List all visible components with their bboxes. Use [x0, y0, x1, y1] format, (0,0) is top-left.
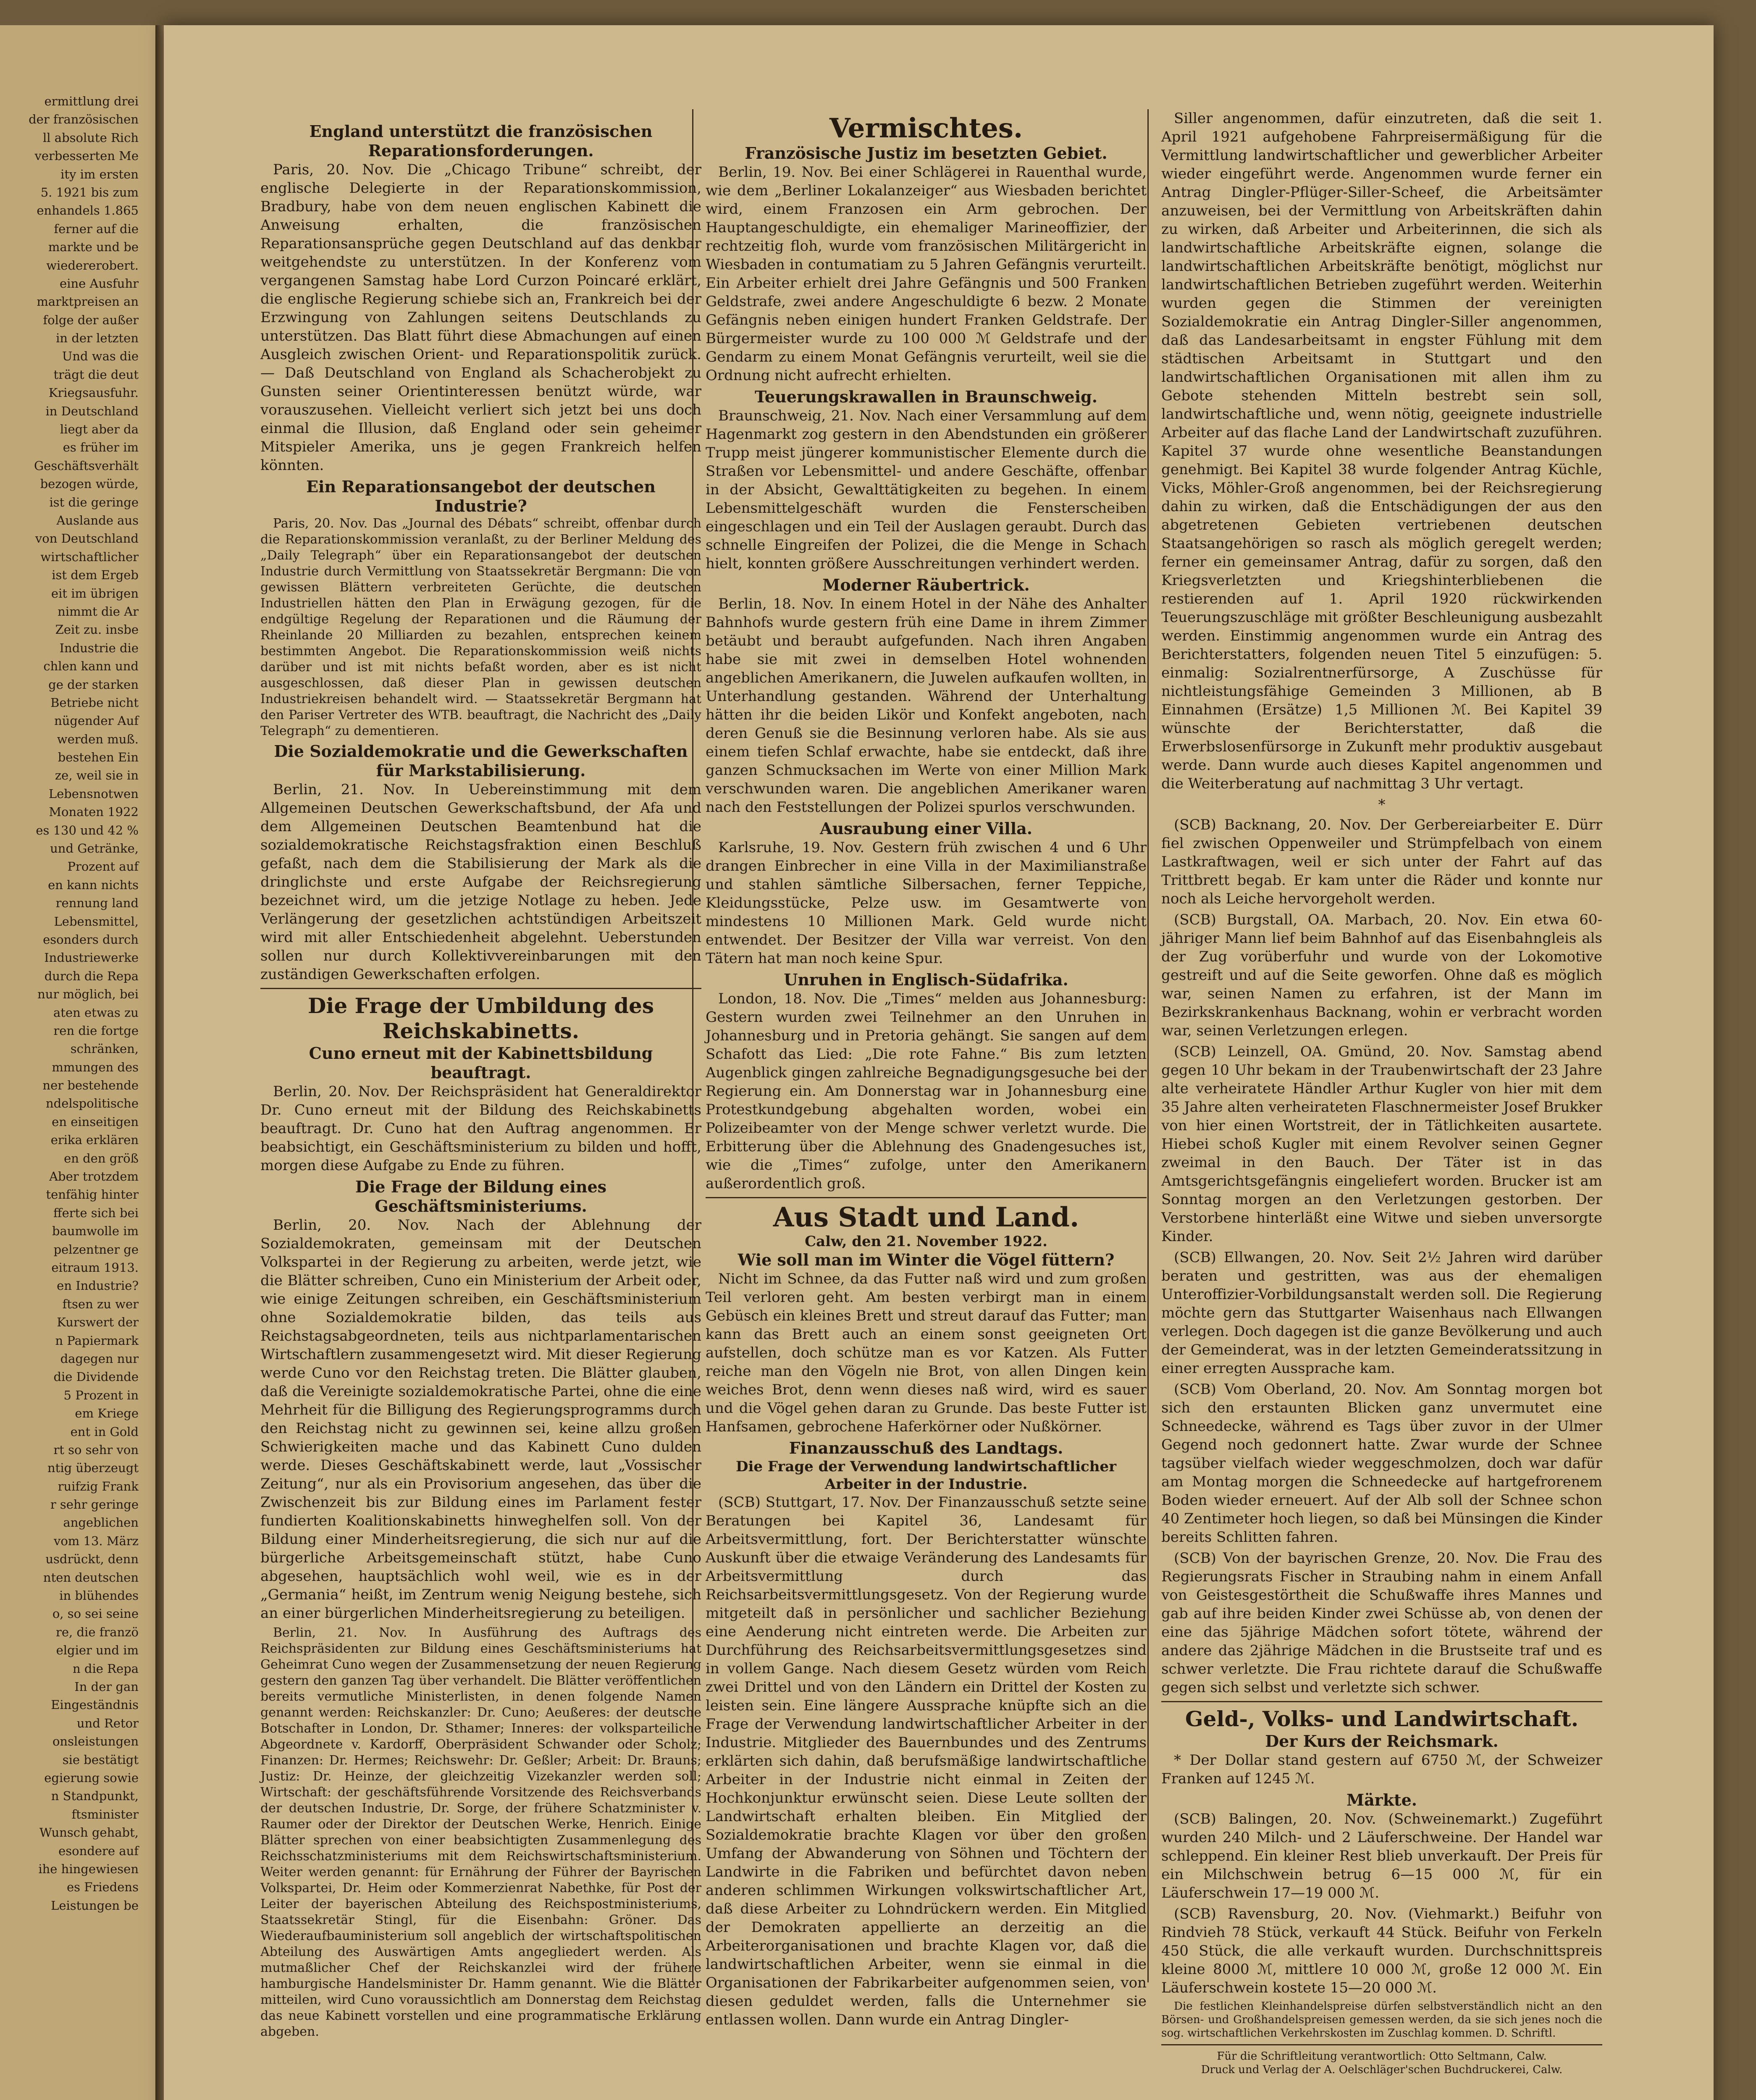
left-page-line: o, so sei seine [52, 1606, 139, 1621]
left-page-line: Eingeständnis [51, 1698, 139, 1712]
left-page-line: bezogen würde, [40, 477, 139, 491]
headline-england: England unterstützt die französischen Reparationsforderungen. [309, 122, 653, 160]
article-angebot: Paris, 20. Nov. Das „Journal des Débats“ schreibt, offenbar durch die Reparationskommission veranlaßt, zu der Berliner Meldung des „Daily Telegraph“ über ein Reparationsangebot der deutschen Industrie durch Vermittlung von Staatssekretär Bergmann: Die von gewissen Blättern verbreiteten Gerüchte, die deutschen Industriellen hätten den Plan in Erwägung gezogen, für die endgültige Regelung der Reparationen und die Räumung der Rheinlande 20 Milliarden zu bezahlen, entsprechen keinem bestimmten Angebot. Die Reparationskommission weiß nichts darüber und ist mit nichts befaßt worden, aber es ist nicht ausgeschlossen, daß dieser Plan in gewissen deutschen Industriekreisen behandelt wird. — Staatssekretär Bergmann hat den Pariser Vertreter des WTB. beauftragt, die Nachricht des „Daily Telegraph“ zu dementieren. [260, 516, 701, 738]
article-balingen: (SCB) Balingen, 20. Nov. (Schweinemarkt.) Zugeführt wurden 240 Milch- und 2 Läuferschweine. Der Handel war schleppend. Ein kleiner Rest blieb unverkauft. Der Preis für ein Milchschwein betrug 6—15 000 ℳ, für ein Läuferschwein 17—19 000 ℳ. [1161, 1811, 1602, 1901]
separator-star: * [1378, 796, 1386, 813]
left-page-line: eine Ausfuhr [60, 276, 139, 291]
left-page-line: mmungen des [52, 1060, 139, 1074]
left-page-line: ftsen zu wer [62, 1297, 139, 1311]
left-page-line: ge der starken [48, 677, 139, 692]
left-page-line: die Dividende [53, 1370, 139, 1384]
headline-kurs: Der Kurs der Reichsmark. [1265, 1732, 1499, 1751]
left-page-line: in Deutschland [45, 404, 139, 418]
left-page-line: vom 13. März [53, 1533, 139, 1548]
left-page-line: Lebensmittel, [54, 914, 139, 929]
column-2 [706, 113, 1147, 2028]
divider [1161, 1701, 1602, 1702]
left-page-line: 5 Prozent in [63, 1388, 139, 1402]
left-page-line: ren die fortge [53, 1023, 139, 1038]
left-page-line: und Getränke, [50, 841, 139, 856]
left-page-line: es früher im [63, 440, 139, 455]
left-page-line: marktpreisen an [37, 294, 139, 309]
left-page-line: In der gan [74, 1679, 139, 1694]
left-page-line: fferte sich bei [53, 1205, 139, 1220]
article-voegel: Nicht im Schnee, da das Futter naß wird und zum großen Teil verloren geht. Am besten verbirgt man in einem Gebüsch ein kleines Brett und streut darauf das Futter; man kann das Brett auch an einem sonst geeigneten Ort aufstellen, doch schütze man es vor Katzen. Als Futter reiche man den Vögeln nie Brot, von allen Dingen kein weiches Brot, denn wenn dieses naß wird, wird es sauer und die Vögel gehen daran zu Grunde. Das beste Futter ist Hanfsamen, gebrochene Haferkörner oder Nußkörner. [706, 1270, 1147, 1435]
section-stadt-land: Aus Stadt und Land. [773, 1202, 1079, 1233]
section-vermischtes: Vermischtes. [829, 113, 1023, 144]
article-bayr: (SCB) Von der bayrischen Grenze, 20. Nov. Die Frau des Regierungsrats Fischer in Straubing nahm in einem Anfall von Geistesgestörtheit die Schußwaffe ihres Mannes und gab auf ihre beiden Kinder zwei Schüsse ab, von denen der eine das 5jährige Mädchen sofort tötete, während der andere das 2jährige Mädchen in die Brustseite traf und es schwer verletzte. Die Frau richtete darauf die Schußwaffe gegen sich selbst und verletzte sich schwer. [1161, 1550, 1602, 1696]
left-page-line: ihe hingewiesen [38, 1861, 139, 1876]
left-page-line: Wunsch gehabt, [39, 1825, 139, 1840]
left-page-line: Prozent auf [67, 859, 139, 874]
page-fold [155, 25, 164, 2100]
article-burgstall: (SCB) Burgstall, OA. Marbach, 20. Nov. Ein etwa 60-jähriger Mann lief beim Bahnhof auf das Eisenbahngleis als der Zug vorüberfuhr und wurde von der Lokomotive gestreift und auf die Seite geworfen. Ohne daß es möglich war, seinen Namen zu erfahren, ist der Mann im Bezirkskrankenhaus Backnang, wohin er verbracht worden war, seinen Verletzungen erlegen. [1161, 911, 1602, 1039]
article-sozial: Berlin, 21. Nov. In Uebereinstimmung mit dem Allgemeinen Deutschen Gewerkschaftsbund, der Afa und dem Allgemeinen Deutschen Beamtenbund hat die sozialdemokratische Reichstagsfraktion einen Beschluß gefaßt, nach dem die Stabilisierung der Mark als die dringlichste und erste Aufgabe der Reichsregierung bezeichnet wird, um die jetzige Notlage zu heben. Jede Verlängerung der gesetzlichen achtstündigen Arbeitszeit wird mit aller Entschiedenheit abgelehnt. Ueberstunden sollen nur durch Kollektivvereinbarungen mit den zuständigen Gewerkschaften erfolgen. [260, 781, 701, 983]
left-page-line: und Retor [76, 1716, 139, 1730]
left-page-line: durch die Repa [44, 969, 139, 983]
headline-kabinett: Die Frage der Umbildung des Reichskabinetts. [307, 993, 654, 1043]
article-geschaeft-1: Berlin, 20. Nov. Nach der Ablehnung der Sozialdemokraten, gemeinsam mit der Deutschen Volkspartei in der Regierung zu arbeiten, werde jetzt, wie die Blätter schreiben, Cuno ein Ministerium der Arbeit oder, wie einige Zeitungen schreiben, ein Geschäftsministerium ohne Sozialdemokratie bilden, das teils aus Reichstagsabgeordneten, teils aus nichtparlamentarischen Wirtschaftlern zusammengesetzt wird. Mit dieser Regierung werde Cuno vor den Reichstag treten. Die Blätter glauben, daß die Vereinigte sozialdemokratische Partei, ohne die eine Mehrheit für die Billigung des Regierungsprogramms durch den Reichstag nicht zu gewinnen sei, keine allzu großen Schwierigkeiten mache und das Kabinett Cuno dulden werde. Dieses Geschäftskabinett werde, laut „Vossischer Zeitung“, nur als ein Provisorium angesehen, das über die Zwischenzeit bis zur Bildung eines im Parlament fester fundierten Koalitionskabinetts hinweghelfen soll. Von der Bildung einer Minderheitsregierung, die sich nur auf die bürgerliche Arbeitsgemeinschaft stützt, habe Cuno abgesehen, hauptsächlich wohl weil, wie es in der „Germania“ heißt, im Zentrum wenig Neigung bestehe, sich an einer bürgerlichen Minderheitsregierung zu beteiligen. [260, 1217, 701, 1622]
left-page-line: Industriewerke [44, 950, 139, 965]
left-page-line: nügender Auf [54, 714, 139, 728]
headline-raeuber: Moderner Räubertrick. [822, 575, 1030, 594]
left-page-line: Auslande aus [56, 513, 139, 528]
column-1 [260, 122, 701, 2039]
section-geld: Geld-, Volks- und Landwirtschaft. [1185, 1706, 1579, 1731]
left-page-line: em Kriege [75, 1406, 139, 1421]
left-page-line: ferner auf die [54, 221, 139, 236]
left-page-line: 5. 1921 bis zum [40, 185, 139, 200]
column-3 [1161, 109, 1602, 2076]
left-page-line: Lebensnotwen [48, 786, 139, 801]
left-page-line: ity im ersten [60, 167, 139, 181]
left-page-line: r sehr geringe [50, 1497, 139, 1512]
imprint-publisher: Druck und Verlag der A. Oelschläger'schen Buchdruckerei, Calw. [1201, 2063, 1563, 2076]
newspaper-page [164, 25, 1714, 2100]
imprint-editor: Für die Schriftleitung verantwortlich: Otto Seltmann, Calw. [1217, 2050, 1547, 2063]
left-page-line: trägt die deut [53, 367, 139, 382]
left-page-line: esondere auf [58, 1843, 139, 1858]
left-page-line: rennung land [55, 896, 139, 911]
left-page-line: baumwolle im [52, 1224, 139, 1239]
left-page-line: in der letzten [56, 331, 139, 346]
left-page-line: eit im übrigen [51, 586, 139, 601]
left-page-line: liegt aber da [60, 422, 139, 437]
headline-geschaeft: Die Frage der Bildung eines Geschäftsministeriums. [355, 1177, 607, 1215]
left-page-line: ze, weil sie in [55, 768, 139, 783]
headline-voegel: Wie soll man im Winter die Vögel füttern? [738, 1250, 1115, 1269]
left-page-line: nimmt die Ar [58, 604, 139, 619]
left-page-line: erika erklären [50, 1133, 139, 1147]
article-ravensburg: (SCB) Ravensburg, 20. Nov. (Viehmarkt.) Beifuhr von Rindvieh 78 Stück, verkauft 44 Stück. Beifuhr von Ferkeln 450 Stück, die alle verkauft wurden. Durchschnittspreis kleine 8000 ℳ, mittlere 10 000 ℳ, große 12 000 ℳ. Ein Läuferschwein kostete 15—20 000 ℳ. [1161, 1906, 1602, 1996]
headline-cuno: Cuno erneut mit der Kabinettsbildung beauftragt. [309, 1044, 653, 1082]
article-england: Paris, 20. Nov. Die „Chicago Tribune“ schreibt, der englische Delegierte in der Reparationskommission, Bradbury, habe von dem neuen englischen Kabinett die Anweisung erhalten, die französischen Reparationsansprüche gegen Deutschland auf das denkbar weitgehendste zu unterstützen. In der Konferenz vom vergangenen Samstag habe Lord Curzon Poincaré erklärt, die englische Regierung schiebe sich an, Frankreich bei der Erzwingung von Zahlungen seitens Deutschlands zu unterstützen. Das Blatt führt diese Abmachungen auf einen Ausgleich zwischen Orient- und Reparationspolitik zurück. — Daß Deutschland von England als Schacherobjekt zu Gunsten seiner Orientinteressen benützt würde, war vorauszusehen. Vielleicht verliert sich jetzt bei uns doch einmal die Illusion, daß England oder sein geheimer Mitspieler Amerika, uns je gegen Frankreich helfen könnten. [260, 161, 701, 474]
article-leinzell: (SCB) Leinzell, OA. Gmünd, 20. Nov. Samstag abend gegen 10 Uhr bekam in der Traubenwirtschaft der 23 Jahre alte verheiratete Händler Arthur Kugler von hier mit dem 35 Jahre alten verheirateten Flaschnermeister Josef Brukker von hier einen Wortstreit, der in Tätlichkeiten ausartete. Hiebei schoß Kugler mit einem Revolver seinen Gegner zweimal in den Bauch. Der Täter ist in das Amtsgerichtsgefängnis eingeliefert worden. Brucker ist am Sonntag morgen an den Verletzungen gestorben. Der Verstorbene hinterläßt eine Witwe und sieben unversorgte Kinder. [1161, 1043, 1602, 1245]
left-page-line: pelzentner ge [53, 1242, 139, 1257]
left-page-line: ntig überzeugt [47, 1461, 139, 1475]
left-page-line: ist die geringe [49, 495, 139, 509]
divider [1161, 2044, 1602, 2045]
left-page-line: aten etwas zu [53, 1005, 139, 1020]
left-page-line: Industrie die [59, 640, 139, 655]
left-page-line: n Standpunkt, [51, 1789, 139, 1803]
left-page-line: markte und be [48, 240, 139, 255]
left-page-line: ent in Gold [70, 1424, 139, 1439]
article-afrika: London, 18. Nov. Die „Times“ melden aus Johannesburg: Gestern wurden zwei Teilnehmer an den Unruhen in Johannesburg und in Pretoria gehängt. Sie sangen auf dem Schafott das Lied: „Die rote Fahne.“ Bis zum letzten Augenblick gingen zahlreiche Begnadigungsgesuche bei der Regierung ein. Am Donnerstag war in Johannesburg eine Protestkundgebung abgehalten worden, wobei ein Polizeibeamter von der Menge schwer verletzt wurde. Die Erbitterung über die Ablehnung des Gnadengesuches ist, wie die „Times“ zufolge, unter den Amerikanern außerordentlich groß. [706, 990, 1147, 1192]
article-ellwangen: (SCB) Ellwangen, 20. Nov. Seit 2½ Jahren wird darüber beraten und gestritten, was aus der ehemaligen Unteroffizier-Vorbildungsanstalt werden soll. Die Regierung möchte gern das Stuttgarter Waisenhaus nach Ellwangen verlegen. Doch dagegen ist die ganze Bevölkerung und auch der Gemeinderat, was in der letzten Gemeinderatssitzung in einer erregten Aussprache kam. [1161, 1249, 1602, 1377]
left-page-line: elgier und im [56, 1643, 139, 1658]
left-page-line: rt so sehr von [53, 1442, 139, 1457]
left-page-line: in blühendes [59, 1588, 139, 1603]
left-page-line: ner bestehende [42, 1078, 139, 1093]
article-villa: Karlsruhe, 19. Nov. Gestern früh zwischen 4 und 6 Uhr drangen Einbrecher in eine Villa in der Maximilianstraße und stahlen sämtliche Silbersachen, ferner Teppiche, Kleidungsstücke, Pelze usw. im Gesamtwerte von mindestens 10 Millionen Mark. Geld wurde nicht entwendet. Der Besitzer der Villa war verreist. Von den Tätern hat man noch keine Spur. [706, 839, 1147, 967]
article-finanz: (SCB) Stuttgart, 17. Nov. Der Finanzausschuß setzte seine Beratungen bei Kapitel 36, Landesamt für Arbeitsvermittlung, fort. Der Berichterstatter wünschte Auskunft über die etwaige Veränderung des Landesamts für Arbeitsvermittlung durch das Reichsarbeitsvermittlungsgesetz. Von der Regierung wurde mitgeteilt daß in persönlicher und sachlicher Beziehung eine Aenderung nicht eintreten werde. Die Arbeiten zur Durchführung des Reichsarbeitsvermittlungsgesetzes sind in vollem Gange. Nach diesem Gesetz würden vom Reich zwei Drittel und von den Ländern ein Drittel der Kosten zu leisten sein. Eine längere Aussprache knüpfte sich an die Frage der Verwendung landwirtschaftlicher Arbeiter in der Industrie. Mitglieder des Bauernbundes und des Zentrums erklärten sich dahin, daß berufsmäßige landwirtschaftliche Arbeiter in der Industrie nicht einmal in Zeiten der Hochkonjunktur erwünscht seien. Diese Leute sollten der Landwirtschaft erhalten bleiben. Ein Mitglied der Sozialdemokratie brachte Klagen vor über den großen Umfang der Abwanderung von Söhnen und Töchtern der Landwirte in die Fabriken und befürchtet davon neben anderen schlimmen Wirkungen volkswirtschaftlicher Art, daß diese Arbeiter zu Lohndrückern werden. Ein Mitglied der Demokraten appellierte an derzeitig an die Arbeiterorganisationen und brachte Klagen vor, daß die landwirtschaftlichen Arbeiter, wenn sie einmal in die Organisationen der Fabrikarbeiter aufgenommen seien, von diesen geduldet werden, falls die Unternehmer sie entlassen wollen. Dann wurde ein Antrag Dingler- [706, 1494, 1147, 2028]
left-page-line: bestehen Ein [58, 750, 139, 765]
headline-justiz: Französische Justiz im besetzten Gebiet. [745, 144, 1108, 163]
left-page-line: re, die franzö [56, 1625, 139, 1639]
article-cuno: Berlin, 20. Nov. Der Reichspräsident hat Generaldirektor Dr. Cuno erneut mit der Bildung des Reichskabinetts beauftragt. Dr. Cuno hat den Auftrag angenommen. Er beabsichtigt, ein Geschäftsministerium zu bilden und hofft, morgen diese Aufgabe zu Ende zu führen. [260, 1083, 701, 1174]
left-page-line: werden muß. [57, 732, 139, 746]
left-page-line: Betriebe nicht [50, 695, 139, 710]
left-page-line: ftsminister [71, 1807, 139, 1822]
left-page-line: Kriegsausfuhr. [48, 386, 139, 400]
divider [260, 988, 701, 989]
headline-angebot: Ein Reparationsangebot der deutschen Industrie? [306, 477, 656, 515]
left-page-line: dagegen nur [60, 1351, 139, 1366]
left-page-line: egierung sowie [44, 1770, 139, 1785]
left-page-line: ist dem Ergeb [52, 568, 139, 583]
left-page-line: n die Repa [73, 1661, 139, 1676]
left-page-line: onsleistungen [52, 1734, 139, 1749]
left-page-line: es Friedens [67, 1880, 139, 1895]
left-page-line: en einseitigen [52, 1114, 139, 1129]
left-page-line: usdrückt, denn [45, 1552, 139, 1567]
article-teuerung: Braunschweig, 21. Nov. Nach einer Versammlung auf dem Hagenmarkt zog gestern in den Abendstunden ein größerer Trupp meist jüngerer kommunistischer Elemente durch die Straßen vor Lebensmittel- und andere Geschäfte, offenbar in der Absicht, Gewalttätigkeiten zu begehen. In einem Lebensmittelgeschäft wurden die Fensterscheiben eingeschlagen und ein Teil der Auslagen geraubt. Durch das schnelle Eingreifen der Polizei, die die Menge in Schach hielt, konnten größere Ausschreitungen verhindert werden. [706, 407, 1147, 572]
headline-sozial: Die Sozialdemokratie und die Gewerkschaften für Markstabilisierung. [274, 742, 688, 780]
left-page-line: nten deutschen [43, 1570, 139, 1585]
article-justiz: Berlin, 19. Nov. Bei einer Schlägerei in Rauenthal wurde, wie dem „Berliner Lokalanzeiger“ aus Wiesbaden berichtet wird, einem Franzosen ein Arm gebrochen. Der Hauptangeschuldigte, ein ehemaliger Marineoffizier, der rechtzeitig floh, wurde vom französischen Militärgericht in Wiesbaden in contumatiam zu 5 Jahren Gefängnis verurteilt. Ein Arbeiter erhielt drei Jahre Gefängnis und 500 Franken Geldstrafe, zwei andere Angeschuldigte 6 bezw. 2 Monate Gefängnis neben einigen hundert Franken Geldstrafe. Der Bürgermeister wurde zu 100 000 ℳ Geldstrafe und der Gendarm zu einem Monat Gefängnis verurteilt, weil sie die Ordnung nicht aufrecht erhielten. [706, 164, 1147, 384]
article-backnang: (SCB) Backnang, 20. Nov. Der Gerbereiarbeiter E. Dürr fiel zwischen Oppenweiler und Strümpfelbach von einem Lastkraftwagen, weil er sich unter der Fahrt auf das Trittbrett begab. Er kam unter die Räder und konnte nur noch als Leiche hervorgeholt werden. [1161, 816, 1602, 907]
left-page-line: nur möglich, bei [37, 987, 139, 1002]
left-page-line: ndelspolitische [45, 1096, 139, 1111]
divider [706, 1197, 1147, 1198]
left-page-line: sie bestätigt [62, 1752, 139, 1767]
left-page-line: ermittlung drei [44, 94, 139, 108]
headline-afrika: Unruhen in Englisch-Südafrika. [784, 970, 1068, 989]
left-page-line: Monaten 1922 [49, 805, 139, 819]
article-kurs: * Der Dollar stand gestern auf 6750 ℳ, der Schweizer Franken auf 1245 ℳ. [1161, 1752, 1602, 1787]
left-page-line: en kann nichts [48, 877, 139, 892]
dateline: Calw, den 21. November 1922. [805, 1233, 1047, 1250]
headline-villa: Ausraubung einer Villa. [819, 819, 1033, 838]
left-page-line: Leistungen be [51, 1898, 139, 1913]
left-page-line: wirtschaftlicher [40, 549, 139, 564]
left-page-line: ll absolute Rich [43, 130, 139, 145]
left-page-line: Aber trotzdem [49, 1169, 139, 1184]
left-page-stub [0, 25, 155, 2100]
subheadline-finanz: Die Frage der Verwendung landwirtschaftlicher Arbeiter in der Industrie. [736, 1458, 1116, 1493]
column-rule [1147, 109, 1149, 1982]
left-page-line: ruifzig Frank [58, 1479, 139, 1494]
left-page-line: wiedererobert. [46, 258, 139, 273]
left-page-line: verbesserten Me [34, 149, 139, 163]
left-page-line: chlen kann und [43, 659, 139, 674]
left-page-line: eitraum 1913. [51, 1260, 139, 1275]
article-raeuber: Berlin, 18. Nov. In einem Hotel in der Nähe des Anhalter Bahnhofs wurde gestern früh eine Dame in ihrem Zimmer betäubt und beraubt aufgefunden. Nach ihren Angaben habe sie mit zwei in demselben Hotel wohnenden angeblichen Amerikanern, die Juwelen aufkaufen wollten, in Unterhandlung gestanden. Während der Unterhaltung hätten ihr die beiden Likör und Konfekt angeboten, nach deren Genuß sie die Besinnung verloren habe. Als sie aus einem tiefen Schlaf erwachte, habe sie entdeckt, daß ihre ganzen Schmucksachen im Werte von einer Million Mark verschwunden waren. Die angeblichen Amerikaner waren nach den Feststellungen der Polizei spurlos verschwunden. [706, 596, 1147, 816]
left-page-text [0, 92, 139, 1915]
left-page-line: esonders durch [43, 932, 139, 947]
left-page-line: en Industrie? [57, 1278, 139, 1293]
article-finanz-cont: Siller angenommen, dafür einzutreten, daß die seit 1. April 1921 aufgehobene Fahrpreisermäßigung für die Vermittlung landwirtschaftlicher und gewerblicher Arbeiter wieder eingeführt werde. Angenommen wurde ferner ein Antrag Dingler-Pflüger-Siller-Scheef, die Arbeitsämter anzuweisen, bei der Vermittlung von Arbeitskräften dahin zu wirken, daß Arbeiter und Arbeiterinnen, die sich als landwirtschaftliche Arbeitskräfte eignen, solange die landwirtschaftlichen Arbeitskräfte benötigt, möglichst nur landwirtschaftlichen Betrieben zugeführt werden. Weiterhin wurden gegen die Stimmen der vereinigten Sozialdemokratie ein Antrag Dingler-Siller angenommen, daß das Landesarbeitsamt in engster Fühlung mit dem städtischen Arbeitsamt in Stuttgart und den landwirtschaftlichen Organisationen mit allen ihm zu Gebote stehenden Mitteln bestrebt sein soll, landwirtschaftliche und, wenn nötig, geeignete industrielle Arbeiter auf das flache Land der Landwirtschaft zuzuführen. Kapitel 37 wurde ohne wesentliche Beanstandungen genehmigt. Bei Kapitel 38 wurde folgender Antrag Küchle, Vicks, Möhler-Groß angenommen, bei der Reichsregierung dahin zu wirken, daß die Entschädigungen der aus den abgetretenen Gebieten vertriebenen deutschen Staatsangehörigen so rasch als möglich geregelt werden; ferner ein gemeinsamer Antrag, dafür zu sorgen, daß den Kriegsverletzten und Kriegshinterbliebenen die restierenden auf 1. April 1920 rückwirkenden Teuerungszuschläge mit größter Beschleunigung ausbezahlt werden. Einstimmig angenommen wurde ein Antrag des Berichterstatters, folgenden neuen Titel 5 einzufügen: 5. einmalig: Sozialrentnerfürsorge, A Zuschüsse für nichtleistungsfähige Gemeinden 3 Millionen, ab B Einnahmen (Ersätze) 1,5 Millionen ℳ. Bei Kapitel 39 wünschte der Berichterstatter, daß die Erwerbslosenfürsorge in Zukunft mehr produktiv ausgebaut werde. Dann wurde auch dieses Kapitel angenommen und die Weiterberatung auf nachmittag 3 Uhr vertagt. [1161, 110, 1602, 792]
left-page-line: Zeit zu. insbe [55, 622, 139, 637]
left-page-line: es 130 und 42 % [36, 823, 139, 837]
left-page-line: folge der außer [43, 312, 139, 327]
editor-note: Die festlichen Kleinhandelspreise dürfen selbstverständlich nicht an den Börsen- und Großhandelspreisen gemessen werden, da sie sich jenes noch die sog. wirtschaftlichen Verkehrskosten im Zuschlag kommen. D. Schriftl. [1161, 2000, 1602, 2040]
left-page-line: n Papiermark [55, 1333, 139, 1348]
left-page-line: schränken, [70, 1042, 139, 1056]
left-page-line: enhandels 1.865 [37, 203, 139, 218]
article-oberland: (SCB) Vom Oberland, 20. Nov. Am Sonntag morgen bot sich den erstaunten Blicken ganz unvermutet eine Schneedecke, während es Tags über zuvor in der Ulmer Gegend noch gedonnert hatte. Zwar wurde der Schnee tagsüber vielfach wieder weggeschmolzen, doch war dafür am Montag morgen die Schneedecke auf hartgefrorenem Boden wieder erneuert. Auf der Alb soll der Schnee schon 40 Zentimeter hoch liegen, so daß bei Münsingen die Kinder bereits Schlitten fahren. [1161, 1381, 1602, 1546]
left-page-line: Geschäftsverhält [34, 458, 139, 473]
left-page-line: von Deutschland [35, 531, 139, 546]
left-page-line: angeblichen [63, 1515, 139, 1530]
left-page-line: en den größ [64, 1151, 139, 1166]
article-geschaeft-2: Berlin, 21. Nov. In Ausführung des Auftrags des Reichspräsidenten zur Bildung eines Geschäftsministeriums hat Geheimrat Cuno wegen der Zusammensetzung der neuen Regierung gestern den ganzen Tag über verhandelt. Die Blätter veröffentlichen bereits vermutliche Ministerlisten, in denen folgende Namen genannt werden: Reichskanzler: Dr. Cuno; Aeußeres: der deutsche Botschafter in London, Dr. Sthamer; Inneres: der volksparteiliche Abgeordnete v. Kardorff, Oberpräsident Schwander oder Scholz; Finanzen: Dr. Hermes; Reichswehr: Dr. Geßler; Arbeit: Dr. Brauns; Justiz: Dr. Heinze, der gleichzeitig Vizekanzler werden soll; Wirtschaft: der geschäftsführende Vorsitzende des Reichsverbands der deutschen Industrie, Dr. Sorge, der frühere Schatzminister v. Raumer oder der Direktor der Deutschen Werke, Henrich. Einige Blätter sprechen von einer beabsichtigten Zusammenlegung des Reichsschatzministeriums mit dem Reichswirtschaftsministerium. Weiter werden genannt: für Ernährung der Führer der Bayrischen Volkspartei, Dr. Heim oder Kommerzienrat Nabethke, für Post der Leiter der bayerischen Abteilung des Reichspostministeriums, Staatssekretär Stingl, für die Eisenbahn: Gröner. Das Wiederaufbauministerium soll angeblich der wirtschaftspolitischen Abteilung des Auswärtigen Amts angegliedert werden. Als mutmaßlicher Chef der Reichskanzlei wird der frühere hamburgische Handelsminister Dr. Hamm genannt. Wie die Blätter mitteilen, wird Cuno voraussichtlich am Donnerstag dem Reichstag das neue Kabinett vorstellen und eine programmatische Erklärung abgeben. [260, 1625, 701, 2039]
left-page-line: der französischen [29, 112, 139, 127]
headline-teuerung: Teuerungskrawallen in Braunschweig. [755, 387, 1097, 406]
headline-finanz: Finanzausschuß des Landtags. [789, 1438, 1063, 1457]
left-page-line: tenfähig hinter [46, 1187, 139, 1202]
left-page-line: Kurswert der [57, 1315, 139, 1330]
headline-maerkte: Märkte. [1347, 1790, 1417, 1809]
left-page-line: Und was die [62, 349, 139, 364]
